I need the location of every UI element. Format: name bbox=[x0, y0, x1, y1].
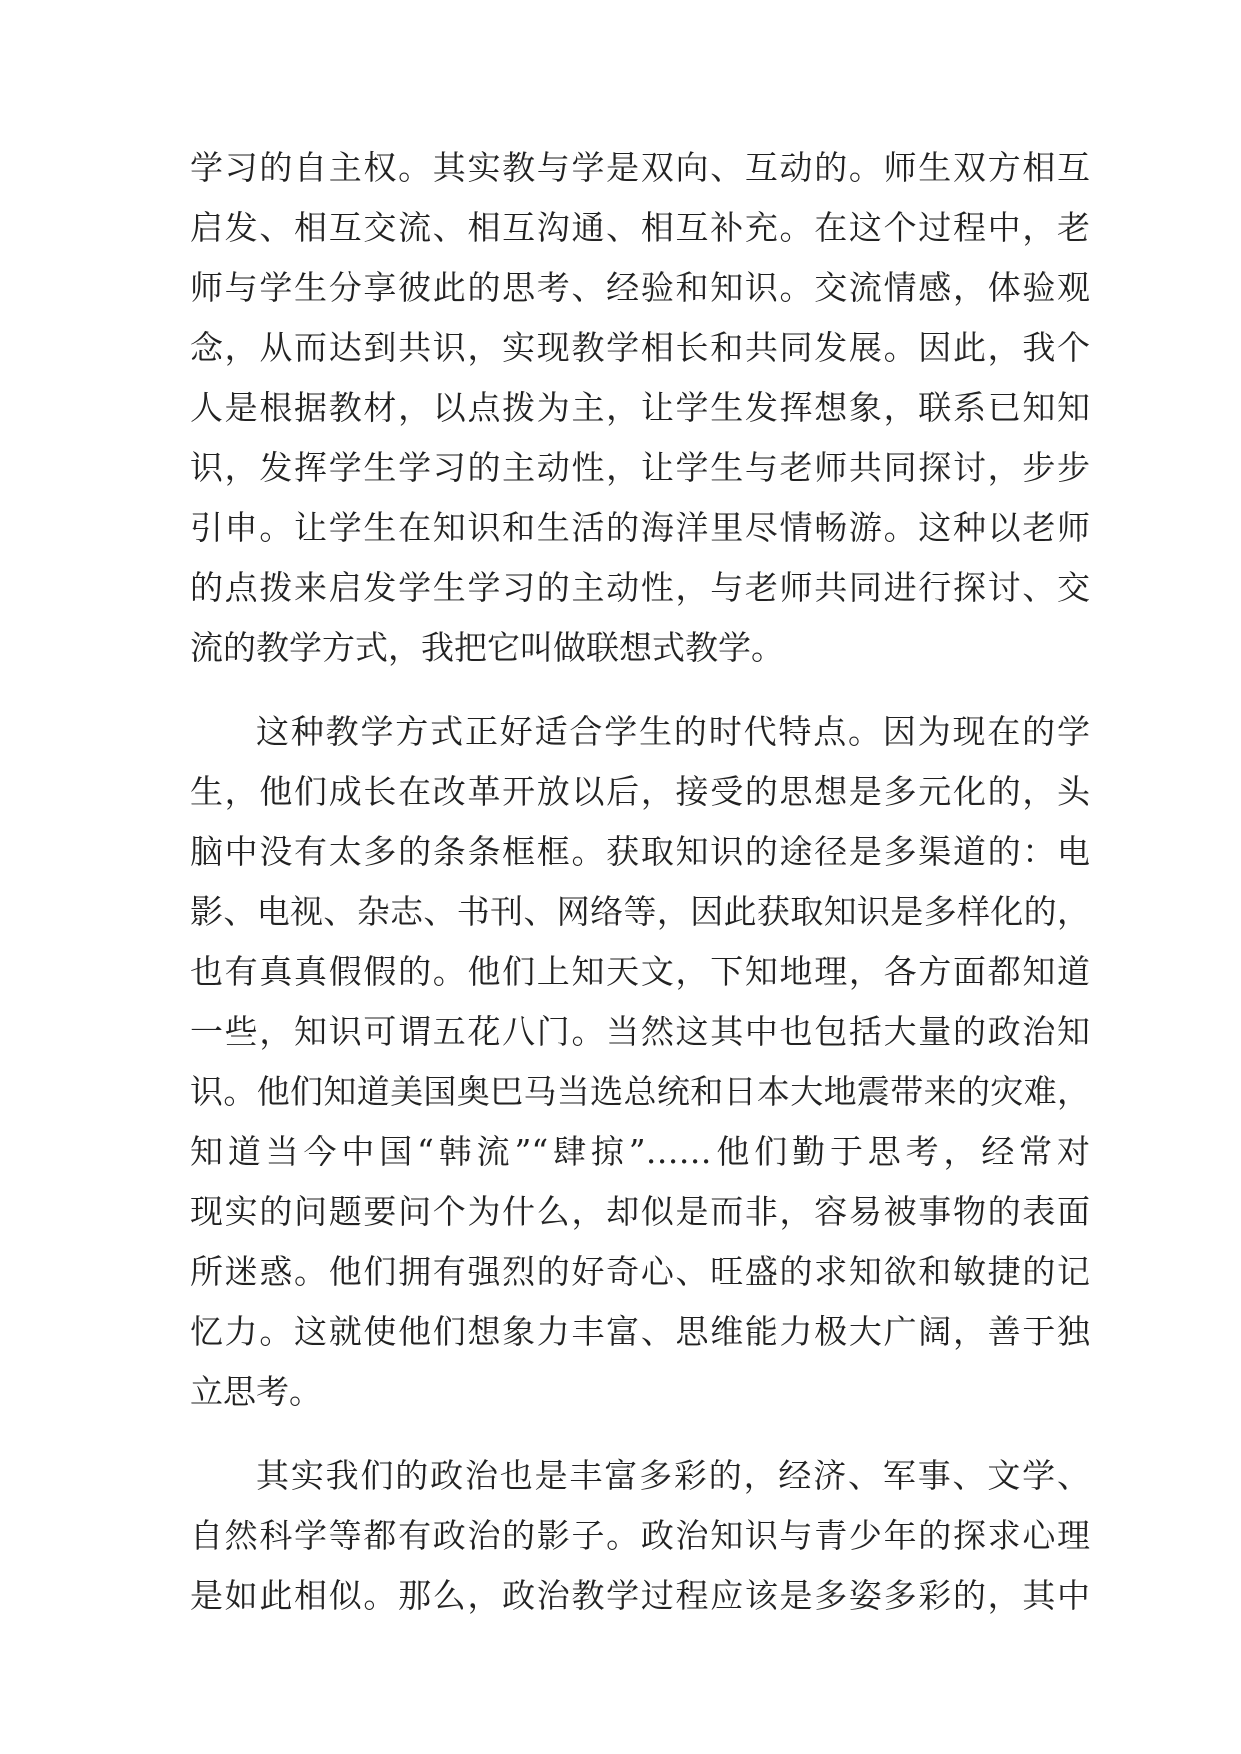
paragraph bbox=[190, 1446, 1090, 1626]
text-line: 影、电视、杂志、书刊、网络等，因此获取知识是多样化的， bbox=[190, 892, 1090, 931]
text-line: 所迷惑。他们拥有强烈的好奇心、旺盛的求知欲和敏捷的记 bbox=[190, 1252, 1090, 1291]
text-line: 引申。让学生在知识和生活的海洋里尽情畅游。这种以老师 bbox=[190, 508, 1090, 547]
text-line: 启发、相互交流、相互沟通、相互补充。在这个过程中，老 bbox=[190, 208, 1090, 247]
text-line: 现实的问题要问个为什么，却似是而非，容易被事物的表面 bbox=[190, 1192, 1090, 1231]
text-line: 一些，知识可谓五花八门。当然这其中也包括大量的政治知 bbox=[190, 1012, 1090, 1051]
text-line: 脑中没有太多的条条框框。获取知识的途径是多渠道的：电 bbox=[190, 832, 1090, 871]
text-line: 生，他们成长在改革开放以后，接受的思想是多元化的，头 bbox=[190, 772, 1090, 811]
text-line: 识。他们知道美国奥巴马当选总统和日本大地震带来的灾难， bbox=[190, 1072, 1090, 1111]
text-line: 人是根据教材，以点拨为主，让学生发挥想象，联系已知知 bbox=[190, 388, 1090, 427]
document-body bbox=[190, 138, 1090, 1626]
text-line: 念，从而达到共识，实现教学相长和共同发展。因此，我个 bbox=[190, 328, 1090, 367]
text-line: 流的教学方式，我把它叫做联想式教学。 bbox=[190, 628, 784, 667]
paragraph-spacer bbox=[190, 678, 1090, 702]
paragraph bbox=[190, 702, 1090, 1422]
text-line: 的点拨来启发学生学习的主动性，与老师共同进行探讨、交 bbox=[190, 568, 1090, 607]
text-line: 这种教学方式正好适合学生的时代特点。因为现在的学 bbox=[256, 712, 1090, 751]
paragraph-spacer bbox=[190, 1422, 1090, 1446]
text-line: 识，发挥学生学习的主动性，让学生与老师共同探讨，步步 bbox=[190, 448, 1090, 487]
text-line: 自然科学等都有政治的影子。政治知识与青少年的探求心理 bbox=[190, 1516, 1090, 1555]
text-line: 师与学生分享彼此的思考、经验和知识。交流情感，体验观 bbox=[190, 268, 1090, 307]
text-line: 立思考。 bbox=[190, 1372, 322, 1411]
text-line: 也有真真假假的。他们上知天文，下知地理，各方面都知道 bbox=[190, 952, 1090, 991]
text-line: 其实我们的政治也是丰富多彩的，经济、军事、文学、 bbox=[256, 1456, 1090, 1495]
text-line: 知道当今中国“韩流”“肆掠”……他们勤于思考，经常对 bbox=[190, 1132, 1090, 1171]
text-line: 忆力。这就使他们想象力丰富、思维能力极大广阔，善于独 bbox=[190, 1312, 1090, 1351]
paragraph bbox=[190, 138, 1090, 678]
text-line: 学习的自主权。其实教与学是双向、互动的。师生双方相互 bbox=[190, 148, 1090, 187]
text-line: 是如此相似。那么，政治教学过程应该是多姿多彩的，其中 bbox=[190, 1576, 1090, 1615]
